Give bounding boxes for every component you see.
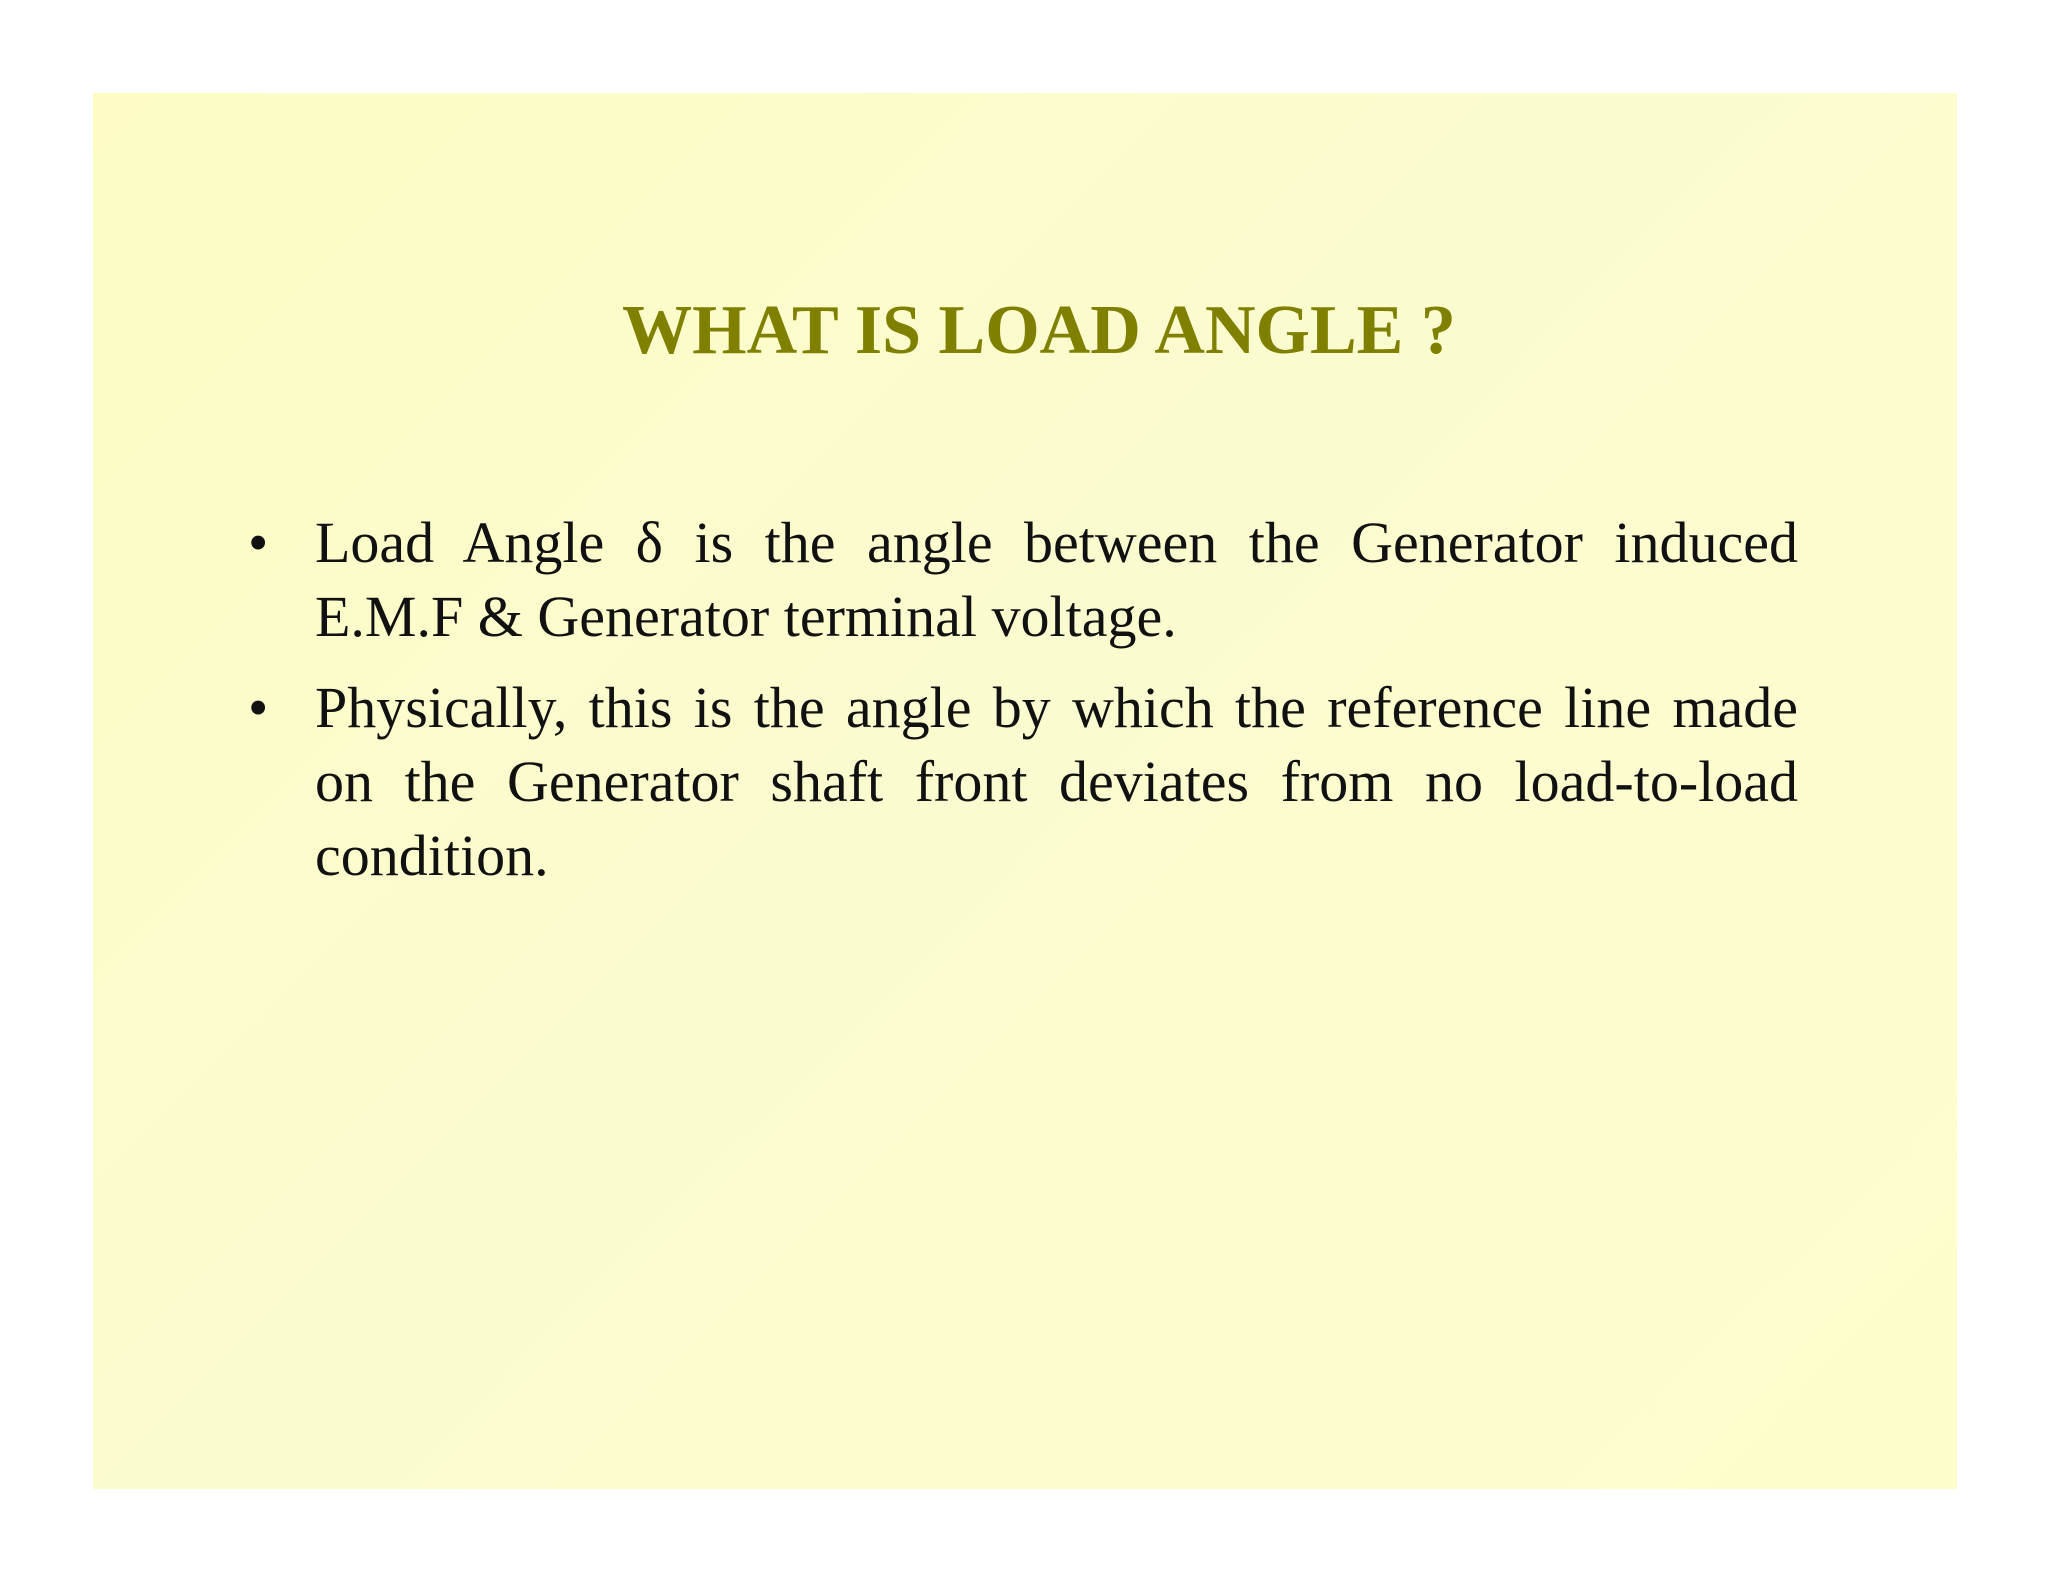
list-item bbox=[248, 506, 1798, 654]
bullet-text: Physically, this is the angle by which the reference line made on the Generator shaft front deviates from no load-to-load condition. bbox=[315, 675, 1798, 888]
bullet-text: Load Angle δ is the angle between the Generator induced E.M.F & Generator terminal voltage. bbox=[315, 510, 1798, 649]
slide-title: WHAT IS LOAD ANGLE ? bbox=[622, 292, 1456, 369]
bullet-icon: • bbox=[248, 510, 269, 575]
bullet-icon: • bbox=[248, 675, 269, 740]
slide bbox=[93, 93, 1957, 1489]
list-item bbox=[248, 671, 1798, 893]
bullet-list bbox=[248, 506, 1798, 910]
